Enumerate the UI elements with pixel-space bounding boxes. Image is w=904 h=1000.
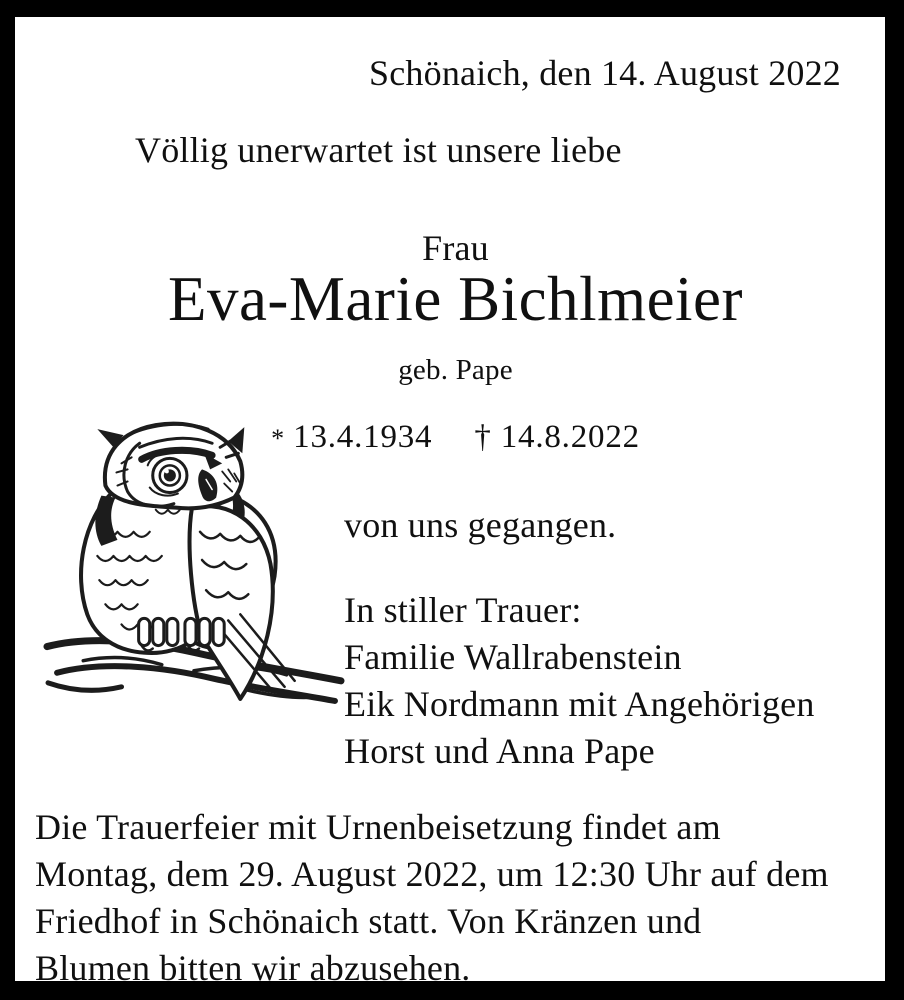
funeral-line: Die Trauerfeier mit Urnenbeisetzung findet am [35,807,721,847]
mourners-block [344,587,815,775]
death-date: 14.8.2022 [500,419,640,455]
owl-illustration [43,413,345,705]
birth-date: 13.4.1934 [293,419,433,455]
mourner-name: Familie Wallrabenstein [344,637,682,677]
funeral-line: Blumen bitten wir abzusehen. [35,948,471,988]
salutation-text: Frau [422,228,489,268]
funeral-announcement [35,804,829,992]
deceased-name: Eva-Marie Bichlmeier [167,264,743,334]
farewell-text: von uns gegangen. [344,505,617,545]
mourner-name: Eik Nordmann mit Angehörigen [344,684,815,724]
mourning-label: In stiller Trauer: [344,590,582,630]
death-cross-icon: † [474,419,492,455]
funeral-line: Montag, dem 29. August 2022, um 12:30 Uhr auf dem [35,854,829,894]
intro-text: Völlig unerwartet ist unsere liebe [135,130,622,170]
maiden-name-text: geb. Pape [398,354,513,386]
dateline-text: Schönaich, den 14. August 2022 [369,53,841,93]
mourner-name: Horst und Anna Pape [344,731,655,771]
birth-star-icon: * [271,424,285,453]
funeral-line: Friedhof in Schönaich statt. Von Kränzen und [35,901,702,941]
